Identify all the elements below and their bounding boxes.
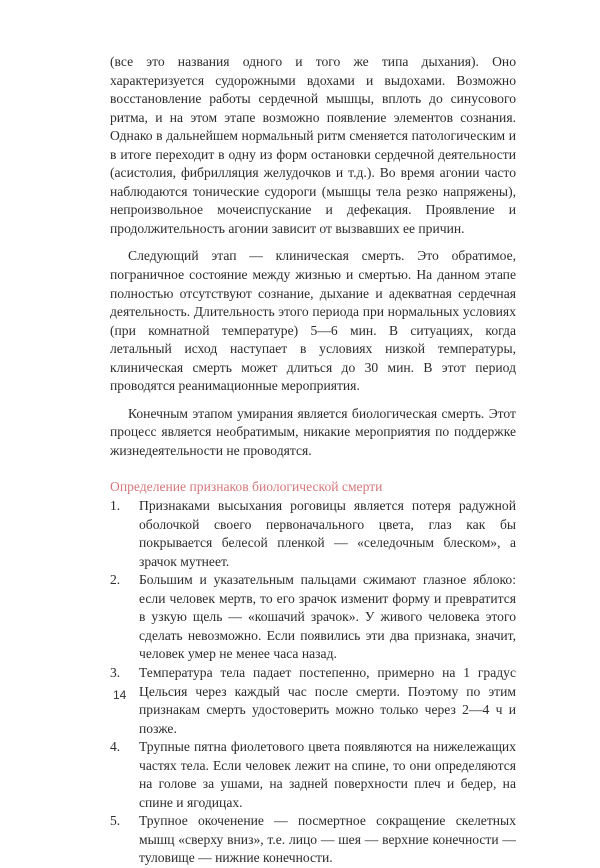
- list-item: [110, 664, 516, 738]
- list-text: Признаками высыхания роговицы является потеря радужной оболочкой своего первоначального цвета, глаз как бы покрывается белесой пленкой — «селедочным блеском», а зрачок мутнеет.: [139, 498, 516, 569]
- list-text: Большим и указательным пальцами сжимают глазное яблоко: если человек мертв, то его зрачок изменит форму и превратится в узкую щель — «кошачий зрачок». У живого человека этого сделать невозможно. Если появились эти два признака, значит, человек умер не менее часа назад.: [139, 572, 516, 662]
- list-number: 3.: [110, 664, 121, 680]
- list-number: 5.: [110, 813, 121, 829]
- list-item: [110, 571, 516, 664]
- list-text: Трупное окоченение — посмертное сокращение скелетных мышц «сверху вниз», т.е. лицо — шея — верхние конечности — туловище — нижние конечности.: [139, 813, 516, 866]
- body-text: [110, 53, 516, 868]
- list-item: [110, 497, 516, 571]
- list-number: 4.: [110, 739, 121, 755]
- section-heading: Определение признаков биологической смерти: [110, 479, 383, 495]
- list-number: 2.: [110, 572, 121, 588]
- list-text: Температура тела падает постепенно, примерно на 1 градус Цельсия через каждый час после смерти. Поэтому по этим признакам смерть удостоверить можно только через 2—4 ч и позже.: [139, 664, 516, 736]
- list-item: [110, 738, 516, 812]
- paragraph-agony: (все это названия одного и того же типа дыхания). Оно характеризуется судорожными вдохами и выдохами. Возможно восстановление работы сердечной мышцы, вплоть до синусового ритма, и на этом этапе возможно появление элементов сознания. Однако в дальнейшем нормальный ритм сменяется патологическим и в итоге переходит в одну из форм остановки сердечной деятельности (асистолия, фибрилляция желудочков и т.д.). Во время агонии часто наблюдаются тонические судороги (мышцы тела резко напряжены), непроизвольное мочеиспускание и дефекация. Проявление и продолжительность агонии зависит от вызвавших ее причин.: [110, 54, 516, 236]
- paragraph-clinical-death: Следующий этап — клиническая смерть. Это обратимое, пограничное состояние между жизнью и смертью. На данном этапе полностью отсутствуют сознание, дыхание и адекватная сердечная деятельность. Длительность этого периода при нормальных условиях (при комнатной температуре) 5—6 мин. В ситуациях, когда летальный исход наступает в условиях низкой температуры, клиническая смерть может длиться до 30 мин. В этот период проводятся реанимационные мероприятия.: [110, 248, 516, 394]
- page-number: 14: [113, 688, 127, 702]
- list-text: Трупные пятна фиолетового цвета появляются на нижележащих частях тела. Если человек лежит на спине, то они определяются на голове за ушами, на задней поверхности плеч и бедер, на спине и ягодицах.: [139, 739, 516, 810]
- list-number: 1.: [110, 498, 121, 514]
- paragraph-biological-death: Конечным этапом умирания является биологическая смерть. Этот процесс является необратимым, никакие мероприятия по поддержке жизнедеятельности не проводятся.: [110, 405, 516, 458]
- list-item: [110, 812, 516, 868]
- signs-list: [110, 497, 516, 868]
